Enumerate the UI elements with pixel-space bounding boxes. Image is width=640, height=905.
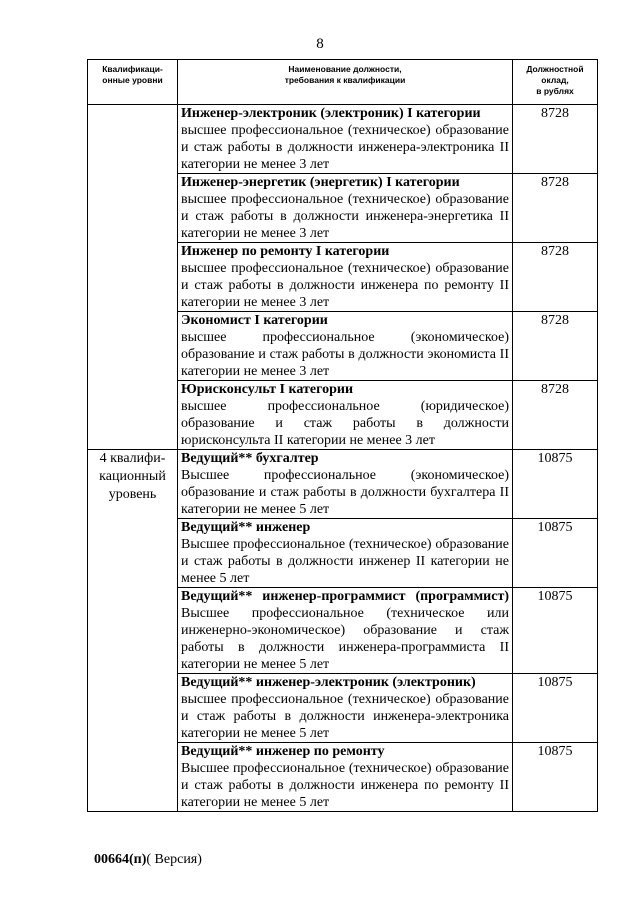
salary-cell: 8728 — [513, 243, 598, 312]
salary-cell: 10875 — [513, 674, 598, 743]
salary-cell: 10875 — [513, 519, 598, 588]
position-requirements: Высшее профессиональное (техническое) образование и стаж работы в должности инженер II категории не менее 5 лет — [181, 537, 509, 586]
position-cell — [178, 381, 513, 450]
position-cell — [178, 588, 513, 674]
position-requirements: высшее профессиональное (техническое) образование и стаж работы в должности инженера-энергетика II категории не менее 3 лет — [181, 192, 509, 241]
position-title: Ведущий** инженер-программист (программист) — [181, 589, 509, 604]
table-row — [88, 450, 598, 519]
position-cell — [178, 519, 513, 588]
salary-cell: 10875 — [513, 743, 598, 812]
position-cell — [178, 105, 513, 174]
salary-cell: 8728 — [513, 381, 598, 450]
header-position — [178, 60, 513, 105]
position-title: Ведущий** инженер по ремонту — [181, 744, 385, 759]
header-position-line1: Наименование должности, — [288, 64, 402, 74]
table-header-row — [88, 60, 598, 105]
header-salary-line3: в рублях — [536, 86, 574, 96]
table-row — [88, 105, 598, 174]
position-cell — [178, 243, 513, 312]
position-title: Инженер-энергетик (энергетик) I категории — [181, 175, 460, 190]
position-title: Юрисконсульт I категории — [181, 382, 354, 397]
position-title: Ведущий** инженер-электроник (электроник) — [181, 675, 476, 690]
header-salary-line2: оклад, — [541, 75, 569, 85]
position-title: Ведущий** инженер — [181, 520, 311, 535]
position-cell — [178, 312, 513, 381]
level-cell-4: 4 квалифи-кационный уровень — [88, 450, 178, 812]
position-requirements: Высшее профессиональное (техническое или инженерно-экономическое) образование и стаж работы в должности инженера-программиста II категории не менее 5 лет — [181, 606, 509, 672]
position-title: Экономист I категории — [181, 313, 328, 328]
level-cell-3 — [88, 105, 178, 450]
position-cell — [178, 743, 513, 812]
header-salary-line1: Должностной — [526, 64, 584, 74]
document-footer — [94, 852, 202, 868]
position-requirements: высшее профессиональное (техническое) образование и стаж работы в должности инженера-электроника категории не менее 5 лет — [181, 692, 509, 741]
position-requirements: высшее профессиональное (техническое) образование и стаж работы в должности инженера по ремонту II категории не менее 3 лет — [181, 261, 509, 310]
position-requirements: высшее профессиональное (экономическое) образование и стаж работы в должности экономиста II категории не менее 3 лет — [181, 330, 509, 379]
salary-cell: 10875 — [513, 450, 598, 519]
header-position-line2: требования к квалификации — [284, 75, 406, 85]
header-levels-line2: онные уровни — [102, 75, 163, 85]
position-requirements: высшее профессиональное (юридическое) образование и стаж работы в должности юрисконсульта II категории не менее 3 лет — [181, 399, 509, 448]
position-cell — [178, 450, 513, 519]
document-version: ( Версия) — [146, 852, 202, 867]
position-requirements: Высшее профессиональное (экономическое) образование и стаж работы в должности бухгалтера II категории не менее 5 лет — [181, 468, 509, 517]
position-title: Инженер по ремонту I категории — [181, 244, 390, 259]
salary-cell: 8728 — [513, 105, 598, 174]
salary-cell: 10875 — [513, 588, 598, 674]
position-cell — [178, 674, 513, 743]
document-code: 00664(п) — [94, 852, 147, 867]
position-requirements: Высшее профессиональное (техническое) образование и стаж работы в должности инженера по ремонту II категории не менее 5 лет — [181, 761, 509, 810]
qualification-table — [87, 59, 598, 812]
header-salary — [513, 60, 598, 105]
position-title: Ведущий** бухгалтер — [181, 451, 319, 466]
position-cell — [178, 174, 513, 243]
position-requirements: высшее профессиональное (техническое) образование и стаж работы в должности инженера-электроника II категории не менее 3 лет — [181, 123, 509, 172]
page-number: 8 — [316, 36, 324, 52]
header-levels-line1: Квалификаци- — [102, 64, 163, 74]
salary-cell: 8728 — [513, 312, 598, 381]
position-title: Инженер-электроник (электроник) I категории — [181, 106, 481, 121]
salary-cell: 8728 — [513, 174, 598, 243]
header-levels — [88, 60, 178, 105]
